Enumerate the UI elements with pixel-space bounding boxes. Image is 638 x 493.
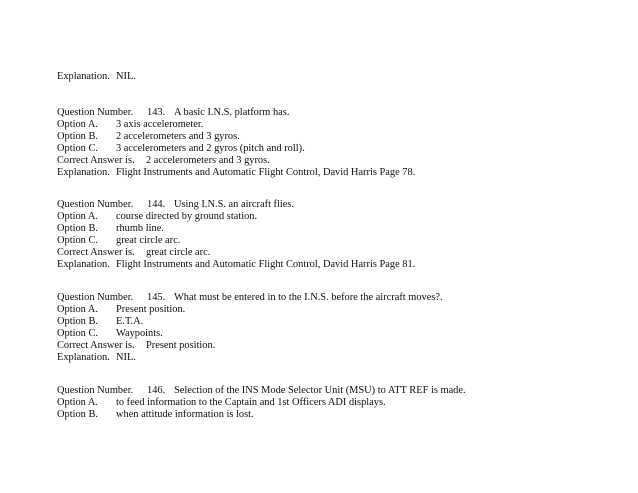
option-label: Option C. (57, 143, 98, 154)
explanation-text: Flight Instruments and Automatic Flight Control, David Harris Page 81. (116, 259, 416, 270)
explanation-label: Explanation. (57, 71, 110, 82)
option-text: 3 accelerometers and 2 gyros (pitch and roll). (116, 143, 305, 154)
option-label: Option B. (57, 223, 98, 234)
option-label: Option A. (57, 211, 98, 222)
option-label: Option A. (57, 397, 98, 408)
option-text: 3 axis accelerometer. (116, 119, 204, 130)
correct-answer-label: Correct Answer is. (57, 155, 135, 166)
question-number: 144. (147, 199, 166, 210)
correct-answer-label: Correct Answer is. (57, 247, 135, 258)
explanation-label: Explanation. (57, 352, 110, 363)
explanation-text: Flight Instruments and Automatic Flight Control, David Harris Page 78. (116, 167, 416, 178)
explanation-label: Explanation. (57, 259, 110, 270)
option-text: E.T.A. (116, 316, 144, 327)
question-label: Question Number. (57, 385, 134, 396)
question-label: Question Number. (57, 292, 134, 303)
option-label: Option C. (57, 328, 98, 339)
question-label: Question Number. (57, 107, 134, 118)
option-label: Option A. (57, 119, 98, 130)
question-label: Question Number. (57, 199, 134, 210)
explanation-label: Explanation. (57, 167, 110, 178)
question-text: Using I.N.S. an aircraft flies. (174, 199, 295, 210)
option-label: Option B. (57, 409, 98, 420)
option-text: when attitude information is lost. (116, 409, 254, 420)
explanation-text: NIL. (116, 352, 136, 363)
question-text: Selection of the INS Mode Selector Unit (MSU) to ATT REF is made. (174, 385, 466, 396)
question-number: 145. (147, 292, 166, 303)
option-text: course directed by ground station. (116, 211, 258, 222)
option-text: to feed information to the Captain and 1st Officers ADI displays. (116, 397, 386, 408)
correct-answer-label: Correct Answer is. (57, 340, 135, 351)
option-text: Waypoints. (116, 328, 163, 339)
option-label: Option A. (57, 304, 98, 315)
option-label: Option B. (57, 316, 98, 327)
question-number: 143. (147, 107, 166, 118)
option-text: Present position. (116, 304, 186, 315)
correct-answer-text: 2 accelerometers and 3 gyros. (146, 155, 270, 166)
question-number: 146. (147, 385, 166, 396)
question-text: What must be entered in to the I.N.S. before the aircraft moves?. (174, 292, 443, 303)
correct-answer-text: great circle arc. (146, 247, 211, 258)
option-text: great circle arc. (116, 235, 181, 246)
question-text: A basic I.N.S. platform has. (174, 107, 290, 118)
correct-answer-text: Present position. (146, 340, 216, 351)
option-text: rhumb line. (116, 223, 164, 234)
option-label: Option C. (57, 235, 98, 246)
explanation-text: NIL. (116, 71, 136, 82)
option-label: Option B. (57, 131, 98, 142)
option-text: 2 accelerometers and 3 gyros. (116, 131, 240, 142)
